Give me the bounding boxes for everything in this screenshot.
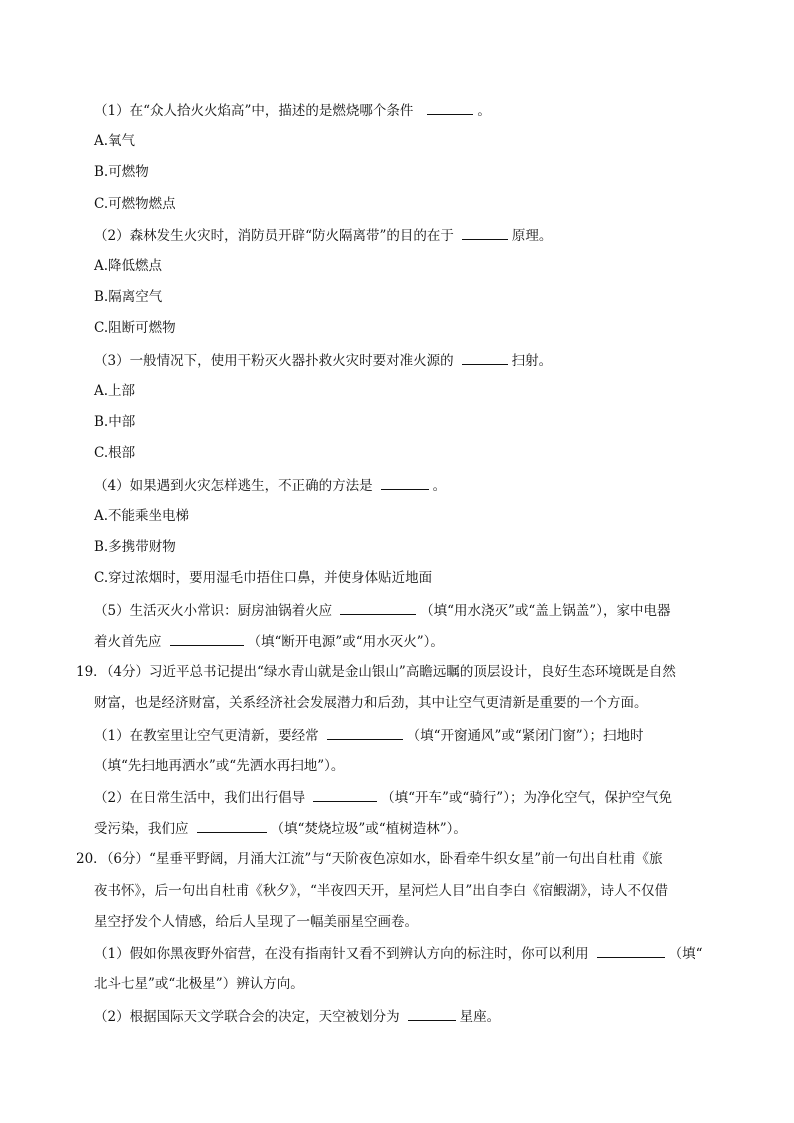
q19-part2-line1: （2）在日常生活中，我们出行倡导 （填“开车”或“骑行”）；为净化空气，保护空气免: [94, 787, 672, 808]
q18-p4-option-c: C.穿过浓烟时，要用湿毛巾捂住口鼻，并使身体贴近地面: [94, 570, 433, 586]
answer-blank[interactable]: [597, 943, 665, 958]
answer-blank[interactable]: [327, 725, 403, 740]
q18-part1: （1）在“众人拾火火焰高”中，描述的是燃烧哪个条件 。: [94, 100, 491, 121]
q18-p3-option-b: B.中部: [94, 414, 136, 430]
q18-part2: （2）森林发生火灾时，消防员开辟“防火隔离带”的目的在于 原理。: [94, 225, 552, 246]
q20-part2-line1: （2）根据国际天文学联合会的决定，天空被划分为 星座。: [94, 1006, 500, 1027]
q18-p1-option-c: C.可燃物燃点: [94, 196, 176, 212]
q18-part5-line2: 着火首先应 （填“断开电源”或“用水灭火”）。: [94, 631, 444, 652]
answer-blank[interactable]: [462, 350, 508, 365]
q19-part2-line2: 受污染，我们应 （填“焚烧垃圾”或“植树造林”）。: [94, 818, 467, 839]
q18-p2-option-b: B.隔离空气: [94, 289, 163, 305]
q18-part4: （4）如果遇到火灾怎样逃生，不正确的方法是 。: [94, 475, 446, 496]
q18-p1-option-a: A.氧气: [94, 133, 136, 149]
answer-blank[interactable]: [170, 631, 244, 646]
q20-part1-line1: （1）假如你黑夜野外宿营，在没有指南针又看不到辨认方向的标注时，你可以利用 （填“: [94, 943, 703, 964]
question-number: 20．: [76, 851, 107, 867]
q20-stem-line3: 星空抒发个人情感，给后人呈现了一幅美丽星空画卷。: [94, 914, 418, 930]
answer-blank[interactable]: [381, 475, 429, 490]
q18-p2-option-c: C.阻断可燃物: [94, 320, 176, 336]
q18-p3-option-c: C.根部: [94, 445, 136, 461]
answer-blank[interactable]: [462, 225, 508, 240]
q20-stem-line1: 20．（6分）“星垂平野阔，月涌大江流”与“天阶夜色凉如水，卧看牵牛织女星”前一句出自杜甫《旅: [76, 851, 663, 867]
answer-blank[interactable]: [197, 818, 267, 833]
q19-part1-line1: （1）在教室里让空气更清新，要经常 （填“开窗通风”或“紧闭门窗”）；扫地时: [94, 725, 643, 746]
q19-stem-line2: 财富，也是经济财富，关系经济社会发展潜力和后劲，其中让空气更清新是重要的一个方面。: [94, 695, 648, 711]
q18-part5-line1: （5）生活灭火小常识：厨房油锅着火应 （填“用水浇灭”或“盖上锅盖”），家中电器: [94, 600, 670, 621]
q18-p2-option-a: A.降低燃点: [94, 258, 163, 274]
q18-p4-option-b: B.多携带财物: [94, 539, 176, 555]
answer-blank[interactable]: [427, 100, 473, 115]
q20-part1-line2: 北斗七星”或“北极星”）辨认方向。: [94, 976, 304, 992]
q18-p1-option-b: B.可燃物: [94, 164, 149, 180]
q19-stem-line1: 19．（4分）习近平总书记提出“绿水青山就是金山银山”高瞻远瞩的顶层设计，良好生态环境既是自然: [76, 664, 676, 680]
answer-blank[interactable]: [408, 1006, 456, 1021]
q20-stem-line2: 夜书怀》，后一句出自杜甫《秋夕》，“半夜四天开，星河烂人目”出自李白《宿鰕湖》，诗人不仅借: [94, 883, 669, 899]
q18-p4-option-a: A.不能乘坐电梯: [94, 508, 190, 524]
q19-part1-line2: （填“先扫地再洒水”或“先洒水再扫地”）。: [94, 758, 345, 774]
answer-blank[interactable]: [340, 600, 416, 615]
q18-part3: （3）一般情况下，使用干粉灭火器扑救火灾时要对准火源的 扫射。: [94, 350, 552, 371]
answer-blank[interactable]: [313, 787, 377, 802]
question-number: 19．: [76, 664, 107, 680]
q18-p3-option-a: A.上部: [94, 383, 136, 399]
